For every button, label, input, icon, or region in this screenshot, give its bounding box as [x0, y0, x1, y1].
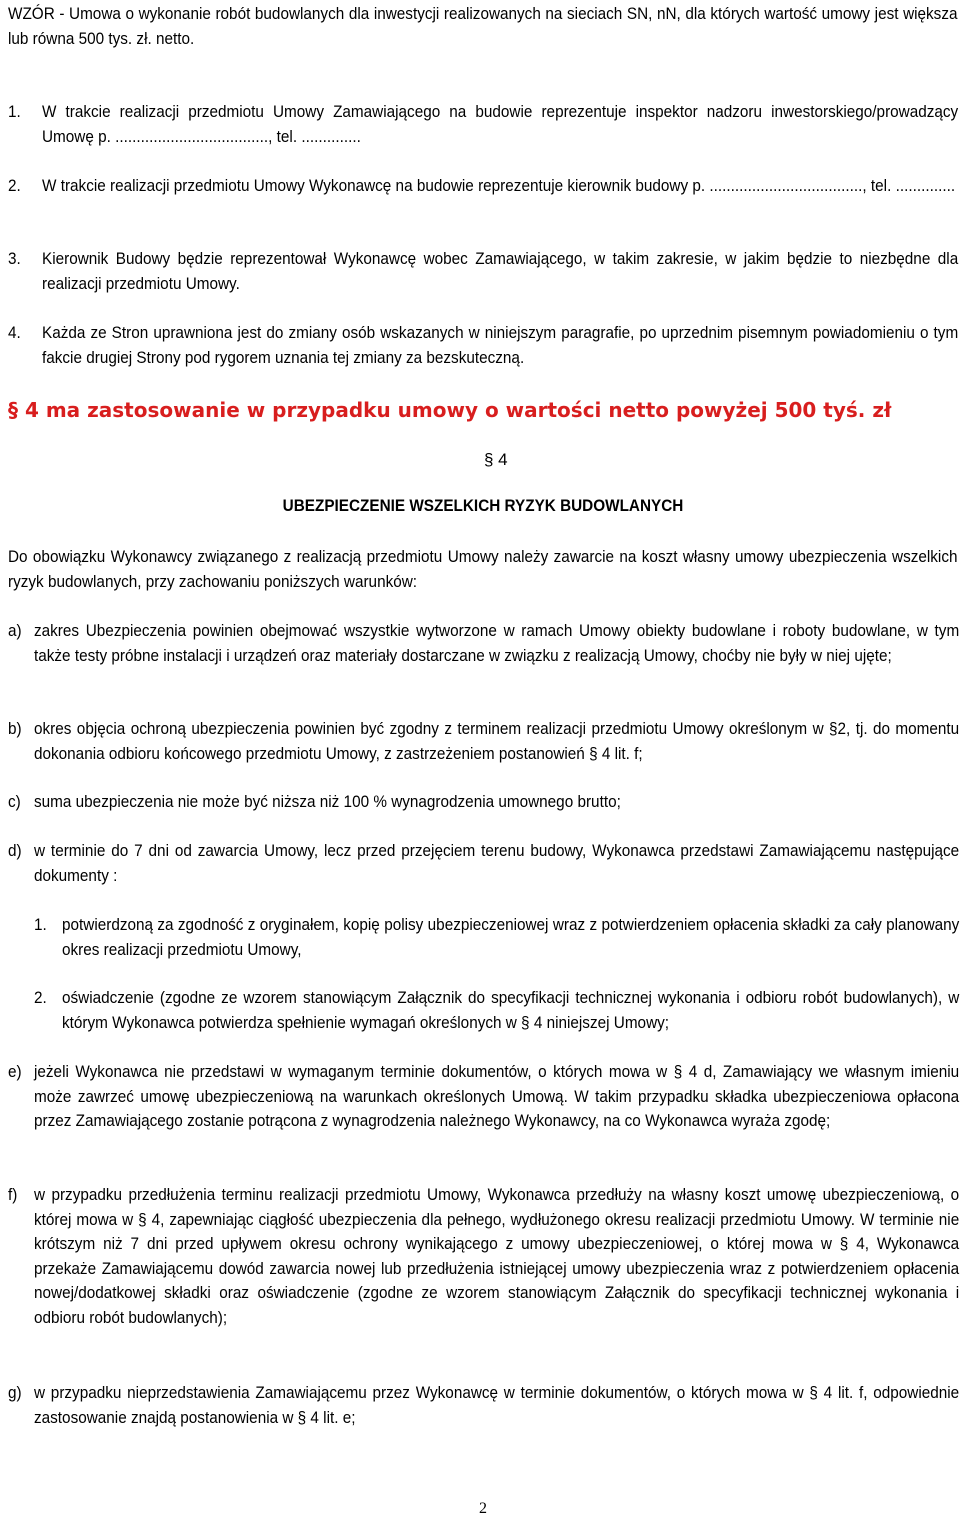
document-number: 1.	[34, 915, 47, 934]
item-text: jeżeli Wykonawca nie przedstawi w wymaganym terminie dokumentów, o których mowa w § 4 d, Zamawiający we własnym imieniu może zawrzeć umowę ubezpieczeniową na warunkach określonych Umową. W takim przypadku składka ubezpieczeniowa opłacona przez Zamawiającego zostanie potrącona z wynagrodzenia należnego Wykonawcy, na co Wykonawca wyraża zgodę;	[34, 1062, 960, 1130]
item-label: g)	[8, 1383, 22, 1402]
item-text: w przypadku nieprzedstawienia Zamawiającemu przez Wykonawcę w terminie dokumentów, o których mowa w § 4 lit. f, odpowiednie zastosowanie znajdą postanowienia w § 4 lit. e;	[34, 1383, 960, 1427]
section-heading: UBEZPIECZENIE WSZELKICH RYZYK BUDOWLANYCH	[282, 496, 684, 515]
clause-number: 4.	[8, 323, 21, 342]
clause-number: 2.	[8, 176, 21, 195]
document-text: potwierdzoną za zgodność z oryginałem, kopię polisy ubezpieczeniowej wraz z potwierdzeniem opłacenia składki za cały planowany okres realizacji przedmiotu Umowy,	[62, 915, 960, 959]
item-label: d)	[8, 841, 22, 860]
item-label: e)	[8, 1062, 22, 1081]
clause-text: W trakcie realizacji przedmiotu Umowy Zamawiającego na budowie reprezentuje inspektor nadzoru inwestorskiego/prowadzący Umowę p. ...................................., tel. ..............	[42, 102, 959, 146]
item-label: b)	[8, 719, 22, 738]
item-text: suma ubezpieczenia nie może być niższa niż 100 % wynagrodzenia umownego brutto;	[34, 792, 621, 811]
document-number: 2.	[34, 988, 47, 1007]
item-text: okres objęcia ochroną ubezpieczenia powinien być zgodny z terminem realizacji przedmiotu Umowy określonym w §2, tj. do momentu dokonania odbioru końcowego przedmiotu Umowy, z zastrzeżeniem postanowień § 4 lit. f;	[34, 719, 960, 763]
clause-text: Kierownik Budowy będzie reprezentował Wykonawcę wobec Zamawiającego, w takim zakresie, w jakim będzie to niezbędne dla realizacji przedmiotu Umowy.	[42, 249, 959, 293]
item-text: zakres Ubezpieczenia powinien obejmować wszystkie wytworzone w ramach Umowy obiekty budowlane i roboty budowlane, w tym także testy próbne instalacji i urządzeń oraz materiały dostarczane w związku z realizacją Umowy, choćby nie były w niej ujęte;	[34, 621, 960, 665]
clause-number: 1.	[8, 102, 21, 121]
clause-text: Każda ze Stron uprawniona jest do zmiany osób wskazanych w niniejszym paragrafie, po uprzednim pisemnym powiadomieniu o tym fakcie drugiej Strony pod rygorem uznania tej zmiany za bezskuteczną.	[42, 323, 959, 367]
item-label: c)	[8, 792, 21, 811]
applicability-notice: § 4 ma zastosowanie w przypadku umowy o wartości netto powyżej 500 tyś. zł	[8, 398, 892, 422]
document-intro: WZÓR - Umowa o wykonanie robót budowlanych dla inwestycji realizowanych na sieciach SN, nN, dla których wartość umowy jest większa lub równa 500 tys. zł. netto.	[8, 4, 958, 48]
page-number: 2	[479, 1500, 487, 1517]
document-text: oświadczenie (zgodne ze wzorem stanowiącym Załącznik do specyfikacji technicznej wykonania i odbioru robót budowlanych), w którym Wykonawca potwierdza spełnienie wymagań określonych w § 4 niniejszej Umowy;	[62, 988, 960, 1032]
lead-paragraph: Do obowiązku Wykonawcy związanego z realizacją przedmiotu Umowy należy zawarcie na koszt własny umowy ubezpieczenia wszelkich ryzyk budowlanych, przy zachowaniu poniższych warunków:	[8, 547, 958, 591]
paragraph-sign: § 4	[484, 450, 508, 469]
item-label: a)	[8, 621, 22, 640]
item-label: f)	[8, 1185, 18, 1204]
item-text: w przypadku przedłużenia terminu realizacji przedmiotu Umowy, Wykonawca przedłuży na własny koszt umowę ubezpieczeniową, o której mowa w § 4, zapewniając ciągłość ubezpieczenia dla pełnego, wydłużonego okresu realizacji przedmiotu Umowy. W terminie nie krótszym niż 7 dni przed upływem okresu ochrony wynikającego z umowy ubezpieczeniowej, o której mowa w § 4, Wykonawca przekaże Zamawiającemu dowód zawarcia nowej lub przedłużenia istniejącej umowy ubezpieczenia wraz z potwierdzeniem opłacenia nowej/dodatkowej składki oraz oświadczenie (zgodne ze wzorem stanowiącym Załącznik do specyfikacji technicznej wykonania i odbioru robót budowlanych);	[34, 1185, 960, 1327]
item-text: w terminie do 7 dni od zawarcia Umowy, lecz przed przejęciem terenu budowy, Wykonawca przedstawi Zamawiającemu następujące dokumenty :	[34, 841, 960, 885]
clause-text: W trakcie realizacji przedmiotu Umowy Wykonawcę na budowie reprezentuje kierownik budowy p. ...................................., tel. ..............	[42, 176, 956, 195]
clause-number: 3.	[8, 249, 21, 268]
